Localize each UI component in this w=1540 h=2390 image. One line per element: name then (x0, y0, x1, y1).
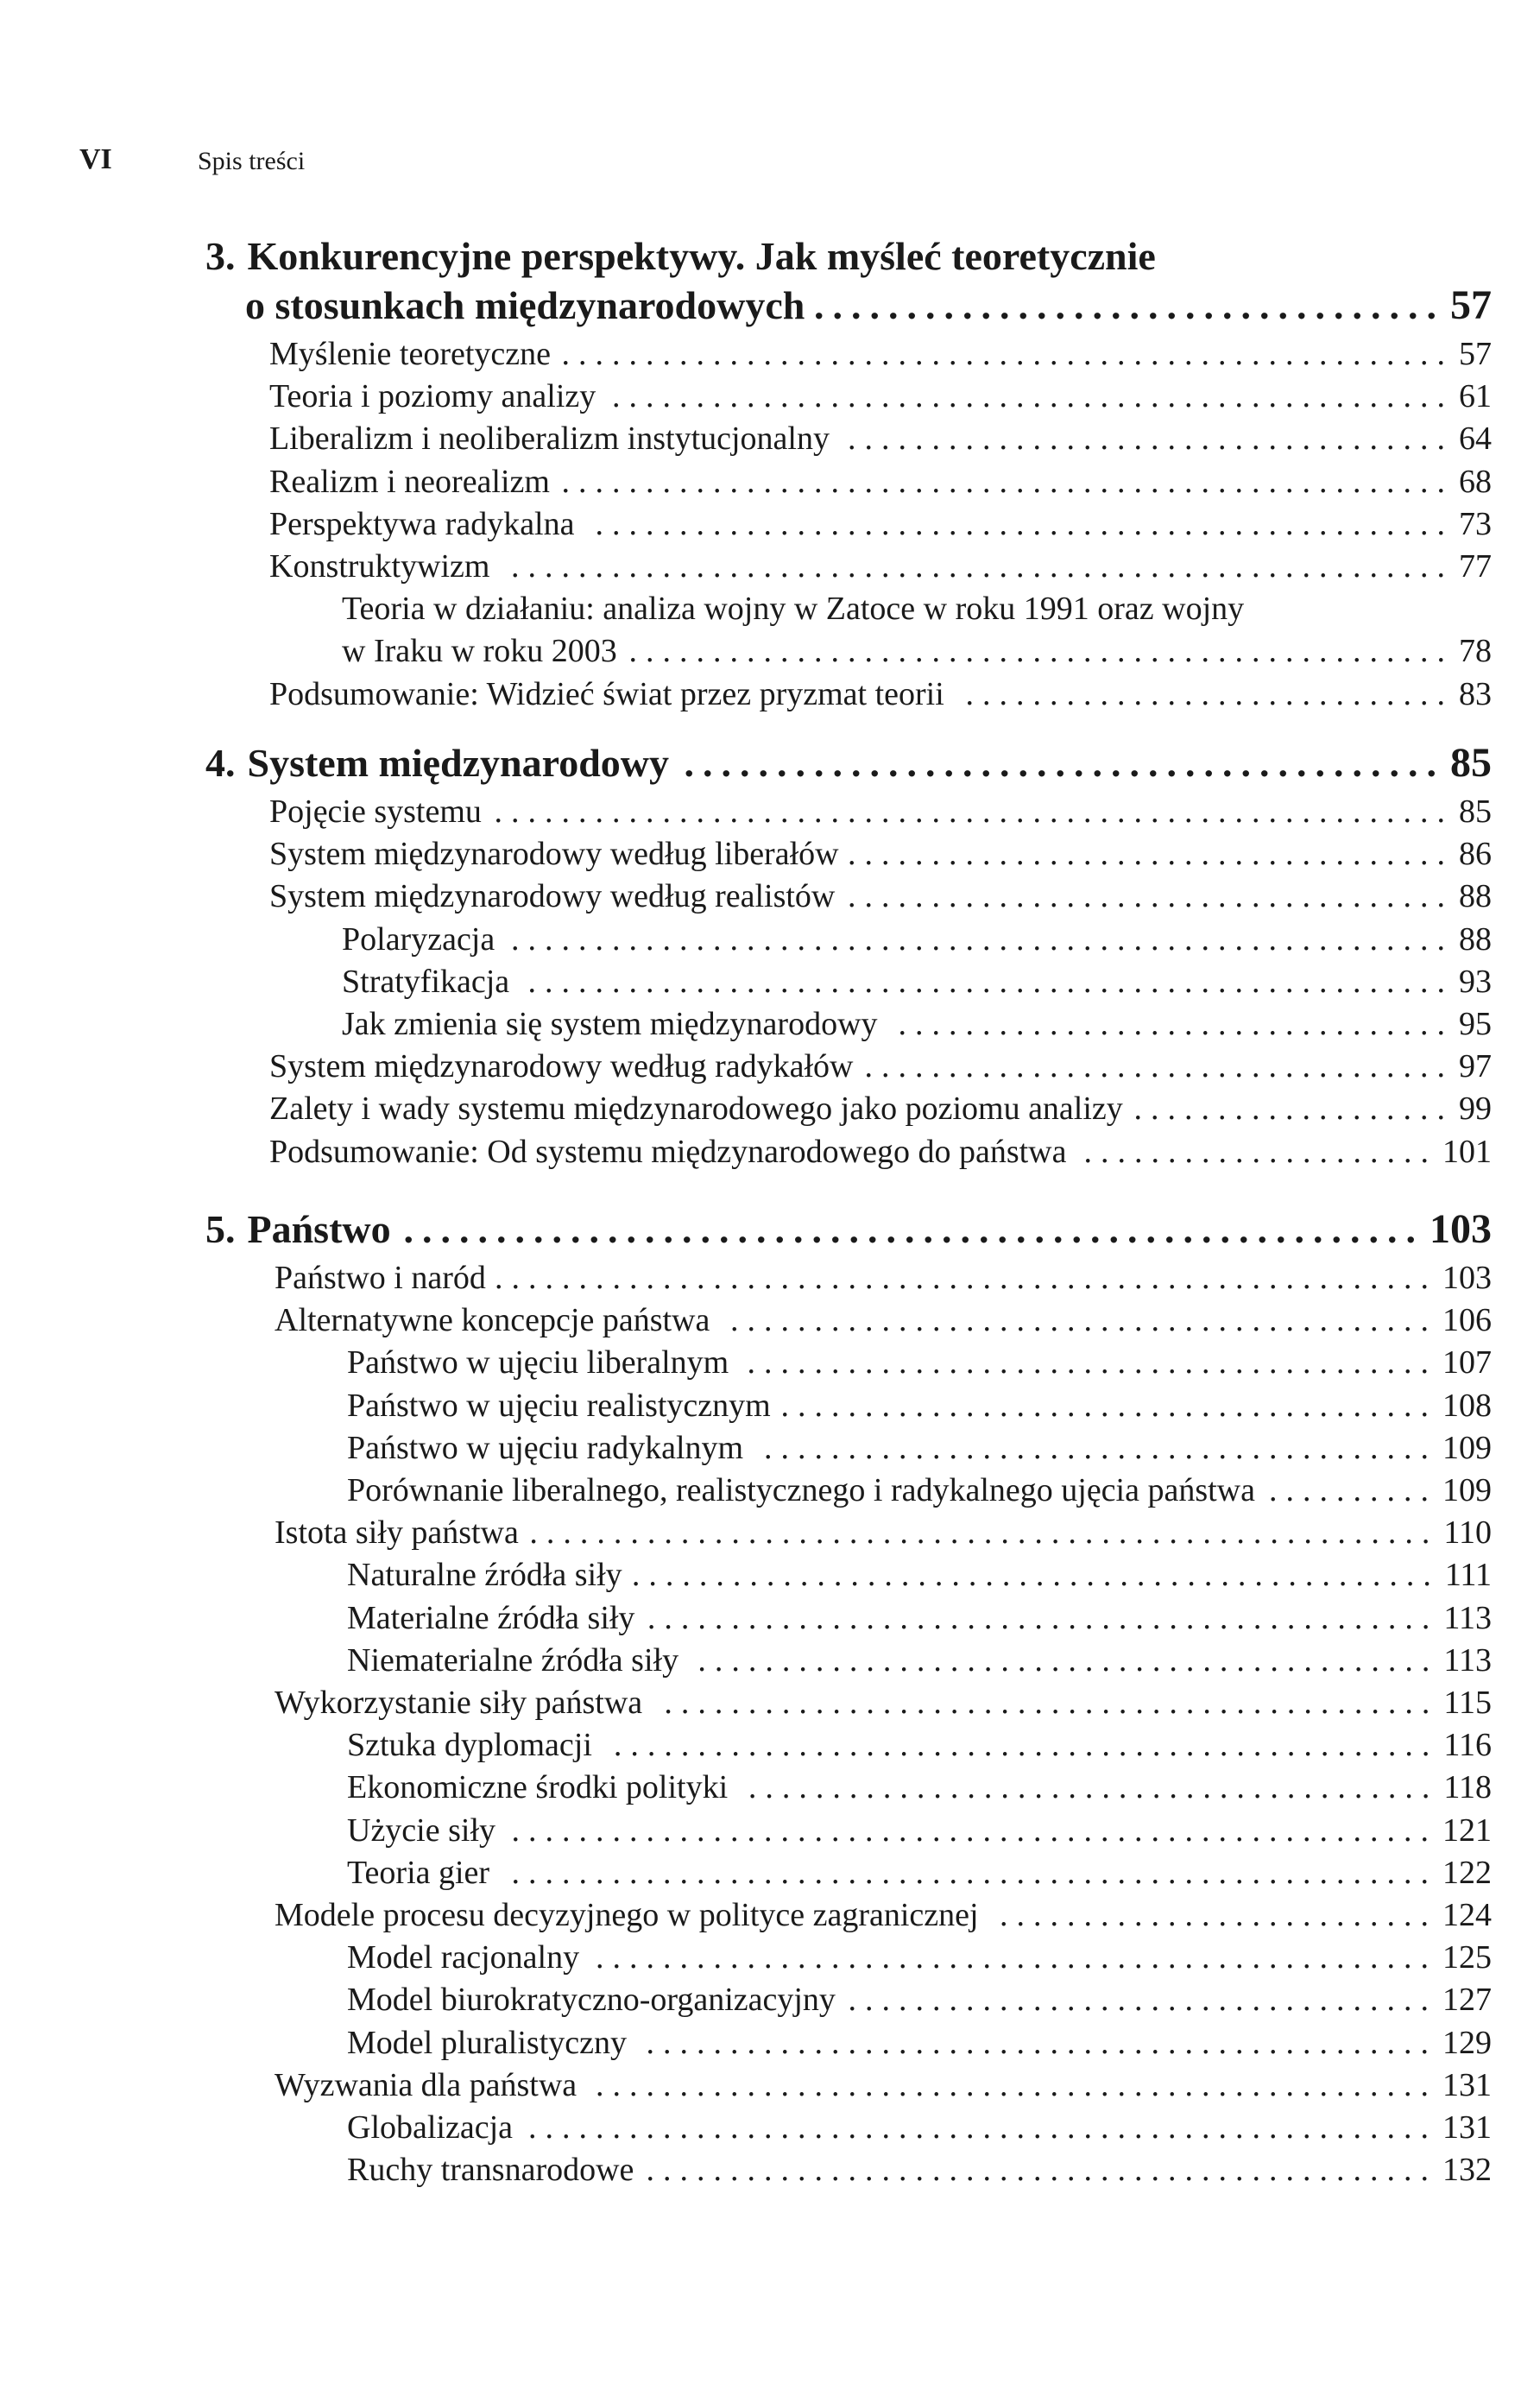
entry-title: Konstruktywizm (269, 548, 490, 585)
dot-leader: ........................................................ (511, 921, 1454, 958)
entry-page: 122 (1442, 1854, 1492, 1891)
dot-leader: ........................................................ (511, 549, 1454, 585)
dot-leader: ..................... (1083, 1134, 1437, 1170)
entry-title: Modele procesu decyzyjnego w polityce zagranicznej (275, 1897, 979, 1933)
chapter-number: 4. (205, 741, 236, 785)
dot-leader: .................................................. (596, 2067, 1437, 2103)
entry-page: 83 (1459, 675, 1492, 712)
entry-page: 111 (1444, 1557, 1492, 1594)
dot-leader: ................................................... (595, 506, 1454, 542)
dot-leader: ....................................................... (527, 964, 1454, 1000)
entry-page: 125 (1442, 1939, 1492, 1976)
entry-page: 61 (1459, 378, 1492, 415)
toc-entry (347, 2110, 1492, 2147)
entry-title-cont: w Iraku w roku 2003 (342, 633, 617, 670)
dot-leader: .................................... (848, 837, 1454, 873)
entry-title: Model pluralistyczny (347, 2024, 627, 2061)
chapter-page: 103 (1430, 1206, 1492, 1252)
dot-leader: .................................................. (612, 379, 1454, 415)
toc-entry (269, 1135, 1492, 1171)
toc-entry (347, 1643, 1492, 1679)
entry-title: Jak zmienia się system międzynarodowy (342, 1006, 878, 1042)
entry-title: Podsumowanie: Od systemu międzynarodowego do państwa (269, 1133, 1067, 1170)
toc-entry (269, 879, 1492, 915)
entry-page: 88 (1459, 920, 1492, 958)
entry-page: 107 (1442, 1344, 1492, 1382)
dot-leader: ........................................ (764, 1430, 1437, 1466)
chapter-title (205, 1208, 391, 1252)
toc-entry (269, 677, 1492, 713)
entry-title: Porównanie liberalnego, realistycznego i radykalnego ujęcia państwa (347, 1472, 1255, 1508)
toc-entry (347, 1431, 1492, 1467)
entry-title: Globalizacja (347, 2109, 514, 2146)
dot-leader: .................................. (814, 284, 1445, 327)
toc-entry (342, 1007, 1492, 1043)
entry-page: 97 (1459, 1048, 1492, 1085)
entry-title: Państwo w ujęciu realistycznym (347, 1387, 771, 1424)
chapter-heading (205, 235, 1492, 279)
entry-title: Polaryzacja (342, 920, 495, 958)
chapter-number: 3. (205, 234, 236, 278)
entry-title: Pojęcie systemu (269, 794, 482, 830)
entry-page: 118 (1443, 1769, 1492, 1806)
entry-page: 77 (1459, 548, 1492, 585)
toc-entry (347, 1388, 1492, 1425)
toc-entry (342, 964, 1492, 1001)
dot-leader: ............................................... (646, 2025, 1437, 2061)
entry-title: Niematerialne źródła siły (347, 1641, 679, 1679)
dot-leader: ................................... (864, 1049, 1454, 1085)
entry-page: 101 (1442, 1133, 1492, 1170)
entry-page: 95 (1459, 1006, 1492, 1042)
dot-leader: ........................................................ (495, 1261, 1437, 1296)
chapter-title-text: Państwo (247, 1207, 391, 1251)
toc-entry (347, 2026, 1492, 2062)
entry-page: 68 (1459, 463, 1492, 500)
toc-entry (275, 2068, 1492, 2104)
dot-leader: ......................................................... (494, 794, 1454, 830)
toc-entry (269, 549, 1492, 585)
entry-page: 73 (1459, 505, 1492, 542)
toc-entry (269, 507, 1492, 543)
dot-leader: ...................................................... (528, 2110, 1437, 2146)
entry-title: System międzynarodowy według liberałów (269, 836, 839, 873)
entry-title: Wykorzystanie siły państwa (275, 1685, 643, 1721)
dot-leader: .................................... (848, 421, 1454, 458)
entry-page: 86 (1459, 836, 1492, 873)
entry-title: Państwo w ujęciu radykalnym (347, 1429, 744, 1466)
entry-title: Liberalizm i neoliberalizm instytucjonalny (269, 420, 830, 458)
chapter-page: 57 (1450, 282, 1492, 328)
dot-leader: ................................. (898, 1007, 1454, 1042)
entry-page: 113 (1443, 1641, 1492, 1679)
chapter-title (205, 235, 1156, 279)
dot-leader: ...................................................... (529, 1515, 1439, 1552)
entry-page: 106 (1442, 1302, 1492, 1339)
entry-page: 113 (1443, 1599, 1492, 1636)
toc-entry (269, 337, 1492, 373)
entry-page: 116 (1443, 1727, 1492, 1764)
entry-title: Model biurokratyczno-organizacyjny (347, 1982, 836, 2019)
toc-entry (275, 1685, 1492, 1722)
entry-title: Ruchy transnarodowe (347, 2152, 634, 2189)
dot-leader: .................................... (848, 879, 1454, 915)
dot-leader: .......................... (1000, 1898, 1437, 1933)
entry-page: 78 (1459, 633, 1492, 670)
toc-entry (269, 1091, 1492, 1128)
entry-page: 127 (1442, 1982, 1492, 2019)
toc-entry-cont (342, 634, 1492, 670)
toc-entry (347, 1728, 1492, 1764)
entry-title: Zalety i wady systemu międzynarodowego jako poziomu analizy (269, 1091, 1123, 1128)
toc-entry (269, 1049, 1492, 1085)
toc-entry (269, 837, 1492, 873)
toc-entry (347, 1856, 1492, 1892)
entry-page: 109 (1442, 1472, 1492, 1508)
entry-page: 131 (1442, 2109, 1492, 2146)
toc-entry (342, 922, 1492, 958)
dot-leader: ....................................... (780, 1388, 1437, 1424)
dot-leader: ......................................... (684, 742, 1445, 785)
chapter-page: 85 (1450, 740, 1492, 786)
dot-leader: ............................................... (647, 1600, 1439, 1636)
toc-entry (275, 1261, 1492, 1297)
entry-title: Model racjonalny (347, 1939, 580, 1976)
entry-title: Państwo i naród (275, 1260, 486, 1296)
entry-page: 103 (1442, 1260, 1492, 1296)
dot-leader: .......................................... (730, 1303, 1437, 1339)
entry-page: 57 (1459, 336, 1492, 372)
toc-entry (347, 2153, 1492, 2189)
toc-entry (342, 591, 1492, 628)
entry-title: Ekonomiczne środki polityki (347, 1769, 729, 1806)
chapter-title (205, 742, 669, 786)
entry-page: 110 (1443, 1514, 1492, 1552)
chapter-title-cont: o stosunkach międzynarodowych (245, 283, 805, 327)
toc-entry (347, 1473, 1492, 1509)
dot-leader: ............................................ (697, 1642, 1439, 1679)
entry-page: 132 (1442, 2152, 1492, 2189)
entry-title: Wyzwania dla państwa (275, 2066, 578, 2103)
chapter-heading-cont (245, 283, 1492, 329)
dot-leader: ......................................... (748, 1770, 1439, 1806)
entry-title: Naturalne źródła siły (347, 1557, 622, 1594)
toc-entry (347, 1558, 1492, 1594)
toc-entry (269, 794, 1492, 831)
entry-title: Myślenie teoretyczne (269, 336, 552, 372)
dot-leader: ....................................................... (403, 1208, 1424, 1251)
entry-page: 85 (1459, 794, 1492, 830)
entry-title: Realizm i neorealizm (269, 463, 550, 500)
entry-page: 108 (1442, 1387, 1492, 1424)
entry-page: 93 (1459, 963, 1492, 1000)
dot-leader: ..................................................... (561, 464, 1454, 500)
dot-leader: .............................................. (664, 1685, 1439, 1721)
entry-title: Istota siły państwa (275, 1514, 519, 1552)
dot-leader: .................................................. (596, 1940, 1437, 1976)
entry-title: Państwo w ujęciu liberalnym (347, 1344, 729, 1382)
entry-title: Teoria gier (347, 1854, 490, 1891)
chapter-title-text: Konkurencyjne perspektywy. Jak myśleć teoretycznie (247, 234, 1156, 278)
toc-entry (275, 1898, 1492, 1934)
entry-title: System międzynarodowy według radykałów (269, 1048, 854, 1085)
chapter-heading (205, 741, 1492, 787)
entry-page: 131 (1442, 2066, 1492, 2103)
running-title: Spis treści (198, 147, 306, 175)
entry-title: Alternatywne koncepcje państwa (275, 1302, 710, 1339)
dot-leader: .......... (1269, 1473, 1437, 1508)
entry-title: Teoria w działaniu: analiza wojny w Zatoce w roku 1991 oraz wojny (342, 591, 1245, 628)
toc-entry (347, 1770, 1492, 1806)
entry-page: 88 (1459, 878, 1492, 915)
dot-leader: ................................................. (628, 634, 1454, 670)
toc-entry (347, 1345, 1492, 1382)
entry-page: 115 (1443, 1685, 1492, 1721)
toc-entry (347, 1982, 1492, 2019)
toc-entry (269, 379, 1492, 415)
dot-leader: ............................. (965, 676, 1454, 712)
toc-entry (269, 465, 1492, 501)
chapter-number: 5. (205, 1207, 236, 1251)
toc-entry (347, 1940, 1492, 1976)
dot-leader: ................................... (848, 1982, 1437, 2019)
entry-page: 121 (1442, 1811, 1492, 1849)
dot-leader: ....................................................... (511, 1855, 1437, 1891)
dot-leader: ................................................ (631, 1558, 1440, 1594)
entry-title: Perspektywa radykalna (269, 505, 575, 542)
entry-page: 64 (1459, 420, 1492, 458)
page-folio: VI (79, 143, 112, 175)
entry-page: 129 (1442, 2024, 1492, 2061)
entry-title: Materialne źródła siły (347, 1599, 635, 1636)
toc-entry (347, 1601, 1492, 1637)
dot-leader: ......................................... (747, 1345, 1437, 1382)
entry-title: Teoria i poziomy analizy (269, 378, 596, 415)
entry-page: 124 (1442, 1897, 1492, 1933)
entry-title: Podsumowanie: Widzieć świat przez pryzmat teorii (269, 675, 944, 712)
dot-leader: ................... (1133, 1091, 1454, 1128)
entry-title: Użycie siły (347, 1811, 496, 1849)
toc-entry (275, 1515, 1492, 1552)
entry-page: 99 (1459, 1091, 1492, 1128)
entry-page: 109 (1442, 1429, 1492, 1466)
dot-leader: ............................................... (646, 2153, 1437, 2189)
chapter-title-text: System międzynarodowy (247, 741, 670, 785)
entry-title: Stratyfikacja (342, 963, 510, 1000)
dot-leader: ..................................................... (561, 337, 1454, 372)
dot-leader: ................................................. (613, 1728, 1439, 1764)
toc-entry (347, 1813, 1492, 1849)
chapter-heading (205, 1207, 1492, 1253)
dot-leader: ....................................................... (511, 1812, 1437, 1849)
entry-title: System międzynarodowy według realistów (269, 878, 836, 915)
toc-entry (269, 421, 1492, 458)
toc-entry (275, 1303, 1492, 1339)
entry-title: Sztuka dyplomacji (347, 1727, 592, 1764)
